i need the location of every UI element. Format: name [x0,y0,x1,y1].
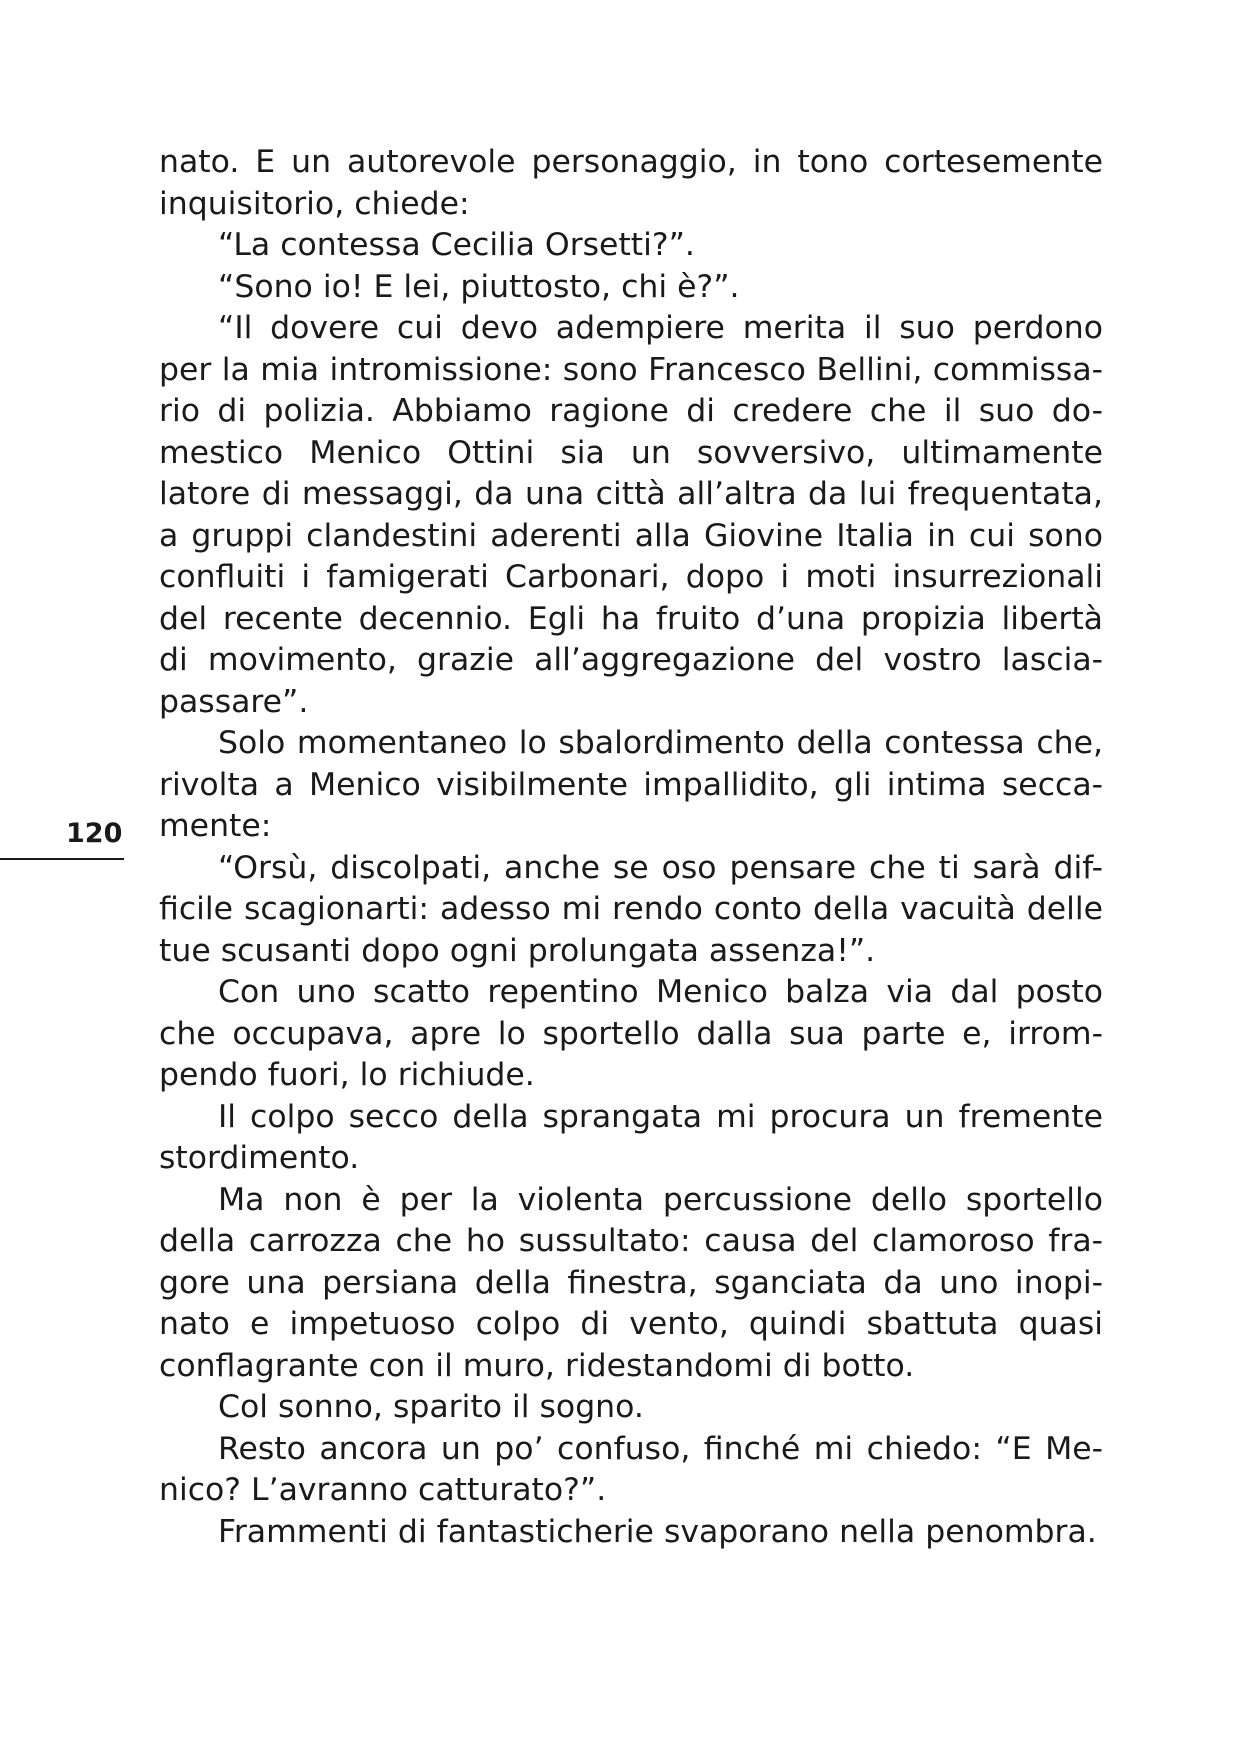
text-line: gore una persiana della finestra, sganciata da uno inopi- [159,1264,1103,1301]
text-line: a gruppi clandestini aderenti alla Giovine Italia in cui sono [159,517,1103,554]
text-line: passare”. [159,683,309,720]
page-number-rule [0,858,124,860]
text-line: Resto ancora un po’ confuso, finché mi chiedo: “E Me- [218,1430,1103,1467]
text-line: rio di polizia. Abbiamo ragione di credere che il suo do- [159,393,1103,429]
text-line: inquisitorio, chiede: [159,185,470,222]
text-line: di movimento, grazie all’aggregazione del vostro lascia- [159,642,1103,678]
page-number: 120 [66,818,123,849]
text-line: per la mia intromissione: sono Francesco Bellini, commissa- [159,351,1103,388]
text-line: mente: [159,808,272,844]
text-line: Col sonno, sparito il sogno. [218,1389,644,1425]
text-line: nico? L’avranno catturato?”. [159,1472,607,1508]
text-line: nato. E un autorevole personaggio, in tono cortesemente [159,144,1103,180]
text-line: “Il dovere cui devo adempiere merita il suo perdono [218,310,1103,346]
text-line: del recente decennio. Egli ha fruito d’una propizia libertà [159,600,1103,637]
text-line: che occupava, apre lo sportello dalla sua parte e, irrom- [159,1015,1103,1052]
text-line: ficile scagionarti: adesso mi rendo conto della vacuità delle [159,891,1103,927]
text-line: “Orsù, discolpati, anche se oso pensare che ti sarà dif- [218,849,1103,886]
text-line: Con uno scatto repentino Menico balza via dal posto [218,974,1103,1010]
text-line: stordimento. [159,1140,360,1176]
text-line: pendo fuori, lo richiude. [159,1057,535,1093]
text-line: rivolta a Menico visibilmente impallidito, gli intima secca- [159,766,1103,803]
text-line: tue scusanti dopo ogni prolungata assenza!”. [159,932,876,969]
text-line: conflagrante con il muro, ridestandomi di botto. [159,1347,915,1384]
text-line: mestico Menico Ottini sia un sovversivo, ultimamente [159,434,1103,471]
text-line: Solo momentaneo lo sbalordimento della contessa che, [218,725,1103,761]
text-line: “La contessa Cecilia Orsetti?”. [218,227,695,263]
text-line: Ma non è per la violenta percussione dello sportello [218,1181,1103,1218]
text-line: “Sono io! E lei, piuttosto, chi è?”. [218,268,740,305]
page-body-text [159,142,1103,1553]
text-line: confluiti i famigerati Carbonari, dopo i moti insurrezionali [159,559,1103,595]
text-line: latore di messaggi, da una città all’altra da lui frequentata, [159,476,1103,512]
text-line: Il colpo secco della sprangata mi procura un fremente [218,1098,1103,1135]
text-line: nato e impetuoso colpo di vento, quindi sbattuta quasi [159,1306,1103,1342]
text-line: della carrozza che ho sussultato: causa del clamoroso fra- [159,1223,1103,1259]
text-line: Frammenti di fantasticherie svaporano nella penombra. [218,1513,1097,1550]
